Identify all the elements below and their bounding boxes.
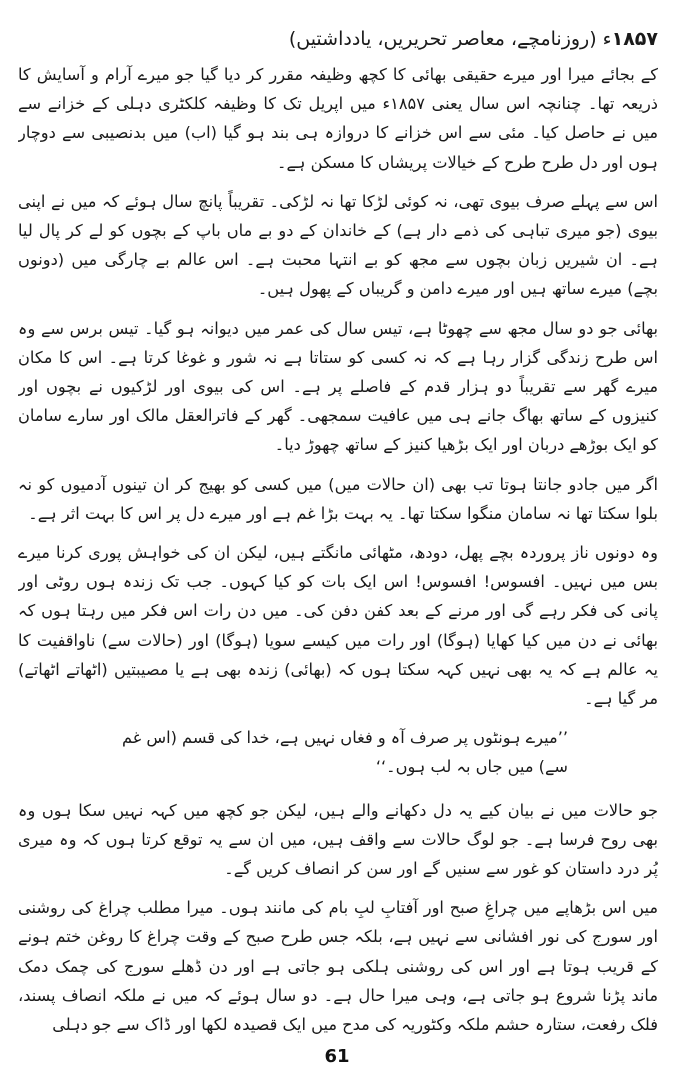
paragraph-5: وہ دونوں ناز پروردہ بچے پھل، دودھ، مٹھائی مانگتے ہیں، لیکن ان کی خواہش پوری کرنا میرے بس میں نہیں۔ افسوس! افسوس! اس ایک بات کو کیا کہوں۔ جب تک زندہ ہوں روٹی اور پانی کی فکر رہے گی اور مرنے کے بعد کفن دفن کی۔ میں دن رات اس فکر میں رہتا ہوں کہ بھائی نے دن میں کیا کھایا (ہوگا) اور رات میں کیسے سویا (ہوگا) اور (حالات سے) ناواقفیت کا یہ عالم ہے کہ یہ بھی نہیں کہہ سکتا ہوں کہ (بھائی) زندہ بھی ہے یا مصیبتیں (اٹھاتے اٹھاتے) مر گیا ہے۔ <box>18 543 658 709</box>
paragraph-3: بھائی جو دو سال مجھ سے چھوٹا ہے، تیس سال کی عمر میں دیوانہ ہو گیا۔ تیس برس سے وہ اس طرح زندگی گزار رہا ہے کہ نہ کسی کو ستاتا ہے نہ شور و غوغا کرتا ہے۔ اس کا مکان میرے گھر سے تقریباً دو ہزار قدم کے فاصلے پر ہے۔ اس کی بیوی اور لڑکیوں نے بچوں اور کنیزوں کے ساتھ بھاگ جانے ہی میں عافیت سمجھی۔ گھر کے فاترالعقل مالک اور سارے سامان کو ایک بوڑھے دربان اور ایک بڑھیا کنیز کے ساتھ چھوڑ دیا۔ <box>18 318 658 455</box>
paragraph-6: جو حالات میں نے بیان کیے یہ دل دکھانے والے ہیں، لیکن جو کچھ میں کہہ نہیں سکا ہوں وہ بھی روح فرسا ہے۔ جو لوگ حالات سے واقف ہیں، میں ان سے یہ توقع کرتا ہوں کہ وہ میری پُر درد داستان کو غور سے سنیں گے اور سن کر انصاف کریں گے۔ <box>18 800 658 879</box>
block-quote: ’’میرے ہونٹوں پر صرف آہ و فغاں نہیں ہے، خدا کی قسم (اس غم سے) میں جاں بہ لب ہوں۔‘‘ <box>121 728 568 777</box>
paragraph-4: اگر میں جادو جانتا ہوتا تب بھی (ان حالات میں) میں کسی کو بھیج کر ان تینوں آدمیوں کو نہ بلوا سکتا تھا نہ سامان منگوا سکتا تھا۔ یہ بہت بڑا غم ہے اور میرے دل پر اس کا بہت اثر ہے۔ <box>18 474 658 523</box>
running-header <box>18 24 658 54</box>
header-year: ۱۸۵۷ <box>611 28 658 50</box>
book-page <box>18 24 658 1054</box>
paragraph-2: اس سے پہلے صرف بیوی تھی، نہ کوئی لڑکا تھا نہ لڑکی۔ تقریباً پانچ سال ہوئے کہ میں نے اپنی بیوی (جو میری تباہی کی ذمے دار ہے) کے خاندان کے دو بے ماں باپ کے بچوں کو لے کر پال لیا ہے۔ ان شیریں زبان بچوں سے مجھ کو بے انتہا محبت ہے۔ اس عالم بے چارگی میں (دونوں بچے) میرے ساتھ ہیں اور میرے دامن و گریباں کے پھول ہیں۔ <box>18 191 658 299</box>
header-subtitle: ء (روزنامچے، معاصر تحریریں، یادداشتیں) <box>288 28 612 50</box>
paragraph-7: میں اس بڑھاپے میں چراغِ صبح اور آفتابِ لبِ بام کی مانند ہوں۔ میرا مطلب چراغ کی روشنی اور سورج کی نور افشانی سے نہیں ہے، بلکہ جس طرح صبح کے وقت چراغ کا روغن ختم ہونے کے قریب ہوتا ہے اور اس کی روشنی ہلکی ہو جاتی ہے اور دن ڈھلے سورج کی چمک دمک ماند پڑنا شروع ہو جاتی ہے، وہی میرا حال ہے۔ دو سال ہوئے کہ میں نے ملکہ انصاف پسند، فلک رفعت، ستارہ حشم ملکہ وکٹوریہ کی مدح میں ایک قصیدہ لکھا اور ڈاک سے جو دہلی <box>18 898 658 1035</box>
page-number: 61 <box>324 1046 350 1067</box>
paragraph-1: کے بجائے میرا اور میرے حقیقی بھائی کا کچھ وظیفہ مقرر کر دیا گیا جو میرے آرام و آسایش کا ذریعہ تھا۔ چنانچہ اس سال یعنی ۱۸۵۷ء میں اپریل تک کا وظیفہ کلکٹری دہلی کے خزانے سے میں نے حاصل کیا۔ مئی سے اس خزانے کا دروازہ ہی بند ہو گیا (اب) میں بدنصیبی سے دوچار ہوں اور دل طرح طرح کے خیالات پریشاں کا مسکن ہے۔ <box>18 65 658 172</box>
